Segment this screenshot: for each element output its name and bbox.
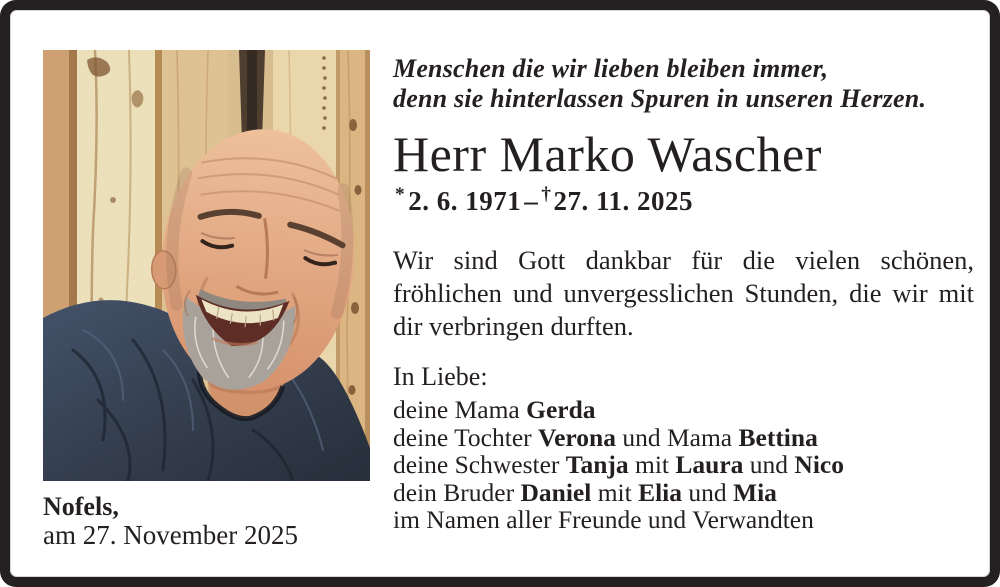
- life-dates: * 2. 6. 1971 – †27. 11. 2025: [395, 184, 693, 216]
- family-line-segment: Mia: [733, 477, 777, 507]
- family-line-segment: Elia: [638, 477, 683, 507]
- portrait-photo-illustration: [43, 50, 370, 481]
- place-date-block: [43, 493, 298, 549]
- family-line: [393, 396, 844, 424]
- family-line: [393, 451, 844, 479]
- family-line-segment: Bettina: [738, 422, 818, 452]
- quote-line-1: Menschen die wir lieben bleiben immer,: [393, 54, 829, 83]
- family-line-segment: mit: [628, 450, 676, 480]
- family-line-segment: Tanja: [565, 450, 629, 480]
- family-line-segment: deine Mama: [393, 395, 527, 424]
- notice-date: am 27. November 2025: [43, 520, 298, 550]
- family-line-segment: deine Tochter: [393, 422, 539, 452]
- family-line-segment: und: [682, 477, 734, 507]
- family-line-segment: mit: [591, 477, 639, 507]
- memorial-quote: [393, 54, 926, 114]
- family-list: [393, 396, 844, 534]
- portrait-photo: [43, 50, 370, 481]
- family-line: [393, 479, 844, 507]
- tribute-text: Wir sind Gott dankbar für die vielen schönen, fröhlichen und unvergesslichen Stunden, die wir mit dir verbringen durften.: [393, 245, 974, 341]
- obituary-card: [10, 10, 990, 577]
- death-date: 27. 11. 2025: [553, 186, 693, 216]
- family-line-segment: Verona: [538, 422, 616, 452]
- place-name: Nofels,: [43, 492, 119, 521]
- family-line-segment: deine Schwester: [393, 450, 566, 480]
- family-line: [393, 424, 844, 452]
- family-line-segment: Daniel: [520, 477, 592, 507]
- family-line-segment: im Namen aller Freunde und Verwandten: [393, 505, 814, 535]
- dates-separator: –: [524, 186, 539, 216]
- closing-heading: In Liebe:: [393, 362, 488, 391]
- family-line-segment: und: [743, 450, 795, 480]
- family-line-segment: Gerda: [526, 395, 596, 424]
- deceased-name: Herr Marko Wascher: [393, 126, 822, 182]
- family-line-segment: dein Bruder: [393, 477, 521, 507]
- family-line: [393, 506, 844, 534]
- family-line-segment: und Mama: [615, 422, 739, 452]
- birth-date: 2. 6. 1971: [408, 186, 522, 216]
- family-line-segment: Laura: [675, 450, 744, 480]
- quote-line-2: denn sie hinterlassen Spuren in unseren Herzen.: [393, 84, 927, 113]
- family-line-segment: Nico: [794, 450, 844, 480]
